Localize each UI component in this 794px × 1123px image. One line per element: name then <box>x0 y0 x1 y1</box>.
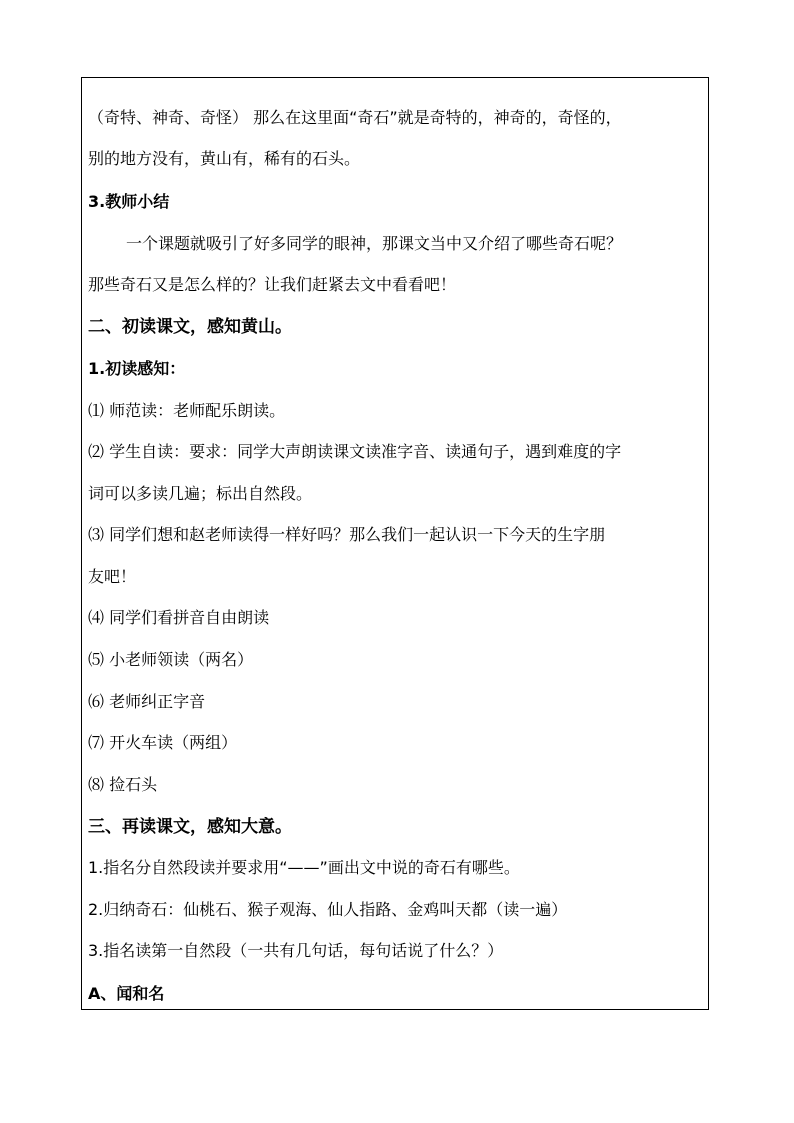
section-subtitle: A、闻和名 <box>88 984 165 1003</box>
text-line: 词可以多读几遍；标出自然段。 <box>88 484 313 503</box>
section-subtitle: 1.初读感知： <box>88 359 186 378</box>
list-item: ⑺ 开火车读（两组） <box>88 733 238 752</box>
text-line: 友吧！ <box>88 567 137 586</box>
text-line: 那些奇石又是怎么样的？让我们赶紧去文中看看吧！ <box>88 275 457 294</box>
text-line: 1.指名分自然段读并要求用“——”画出文中说的奇石有哪些。 <box>88 858 520 877</box>
text-line: （奇特、神奇、奇怪） 那么在这里面“奇石”就是奇特的，神奇的，奇怪的， <box>88 108 622 127</box>
list-item: ⑹ 老师纠正字音 <box>88 692 206 711</box>
list-item: ⑻ 捡石头 <box>88 775 158 794</box>
list-item: ⑶ 同学们想和赵老师读得一样好吗？那么我们一起认识一下今天的生字朋 <box>88 525 606 544</box>
text-line: 3.指名读第一自然段（一共有几句话，每句话说了什么？） <box>88 941 504 960</box>
list-item: ⑷ 同学们看拼音自由朗读 <box>88 608 270 627</box>
section-heading: 二、初读课文，感知黄山。 <box>88 317 292 337</box>
list-item: ⑸ 小老师领读（两名） <box>88 650 254 669</box>
text-line: 别的地方没有，黄山有，稀有的石头。 <box>88 149 361 168</box>
section-subtitle: 3.教师小结 <box>88 192 170 211</box>
section-heading: 三、再读课文，感知大意。 <box>88 817 292 837</box>
text-line: 2.归纳奇石：仙桃石、猴子观海、仙人指路、金鸡叫天都（读一遍） <box>88 900 568 919</box>
list-item: ⑵ 学生自读：要求：同学大声朗读课文读准字音、读通句子，遇到难度的字 <box>88 442 622 461</box>
list-item: ⑴ 师范读：老师配乐朗读。 <box>88 401 286 420</box>
text-line: 一个课题就吸引了好多同学的眼神，那课文当中又介绍了哪些奇石呢？ <box>126 234 623 253</box>
